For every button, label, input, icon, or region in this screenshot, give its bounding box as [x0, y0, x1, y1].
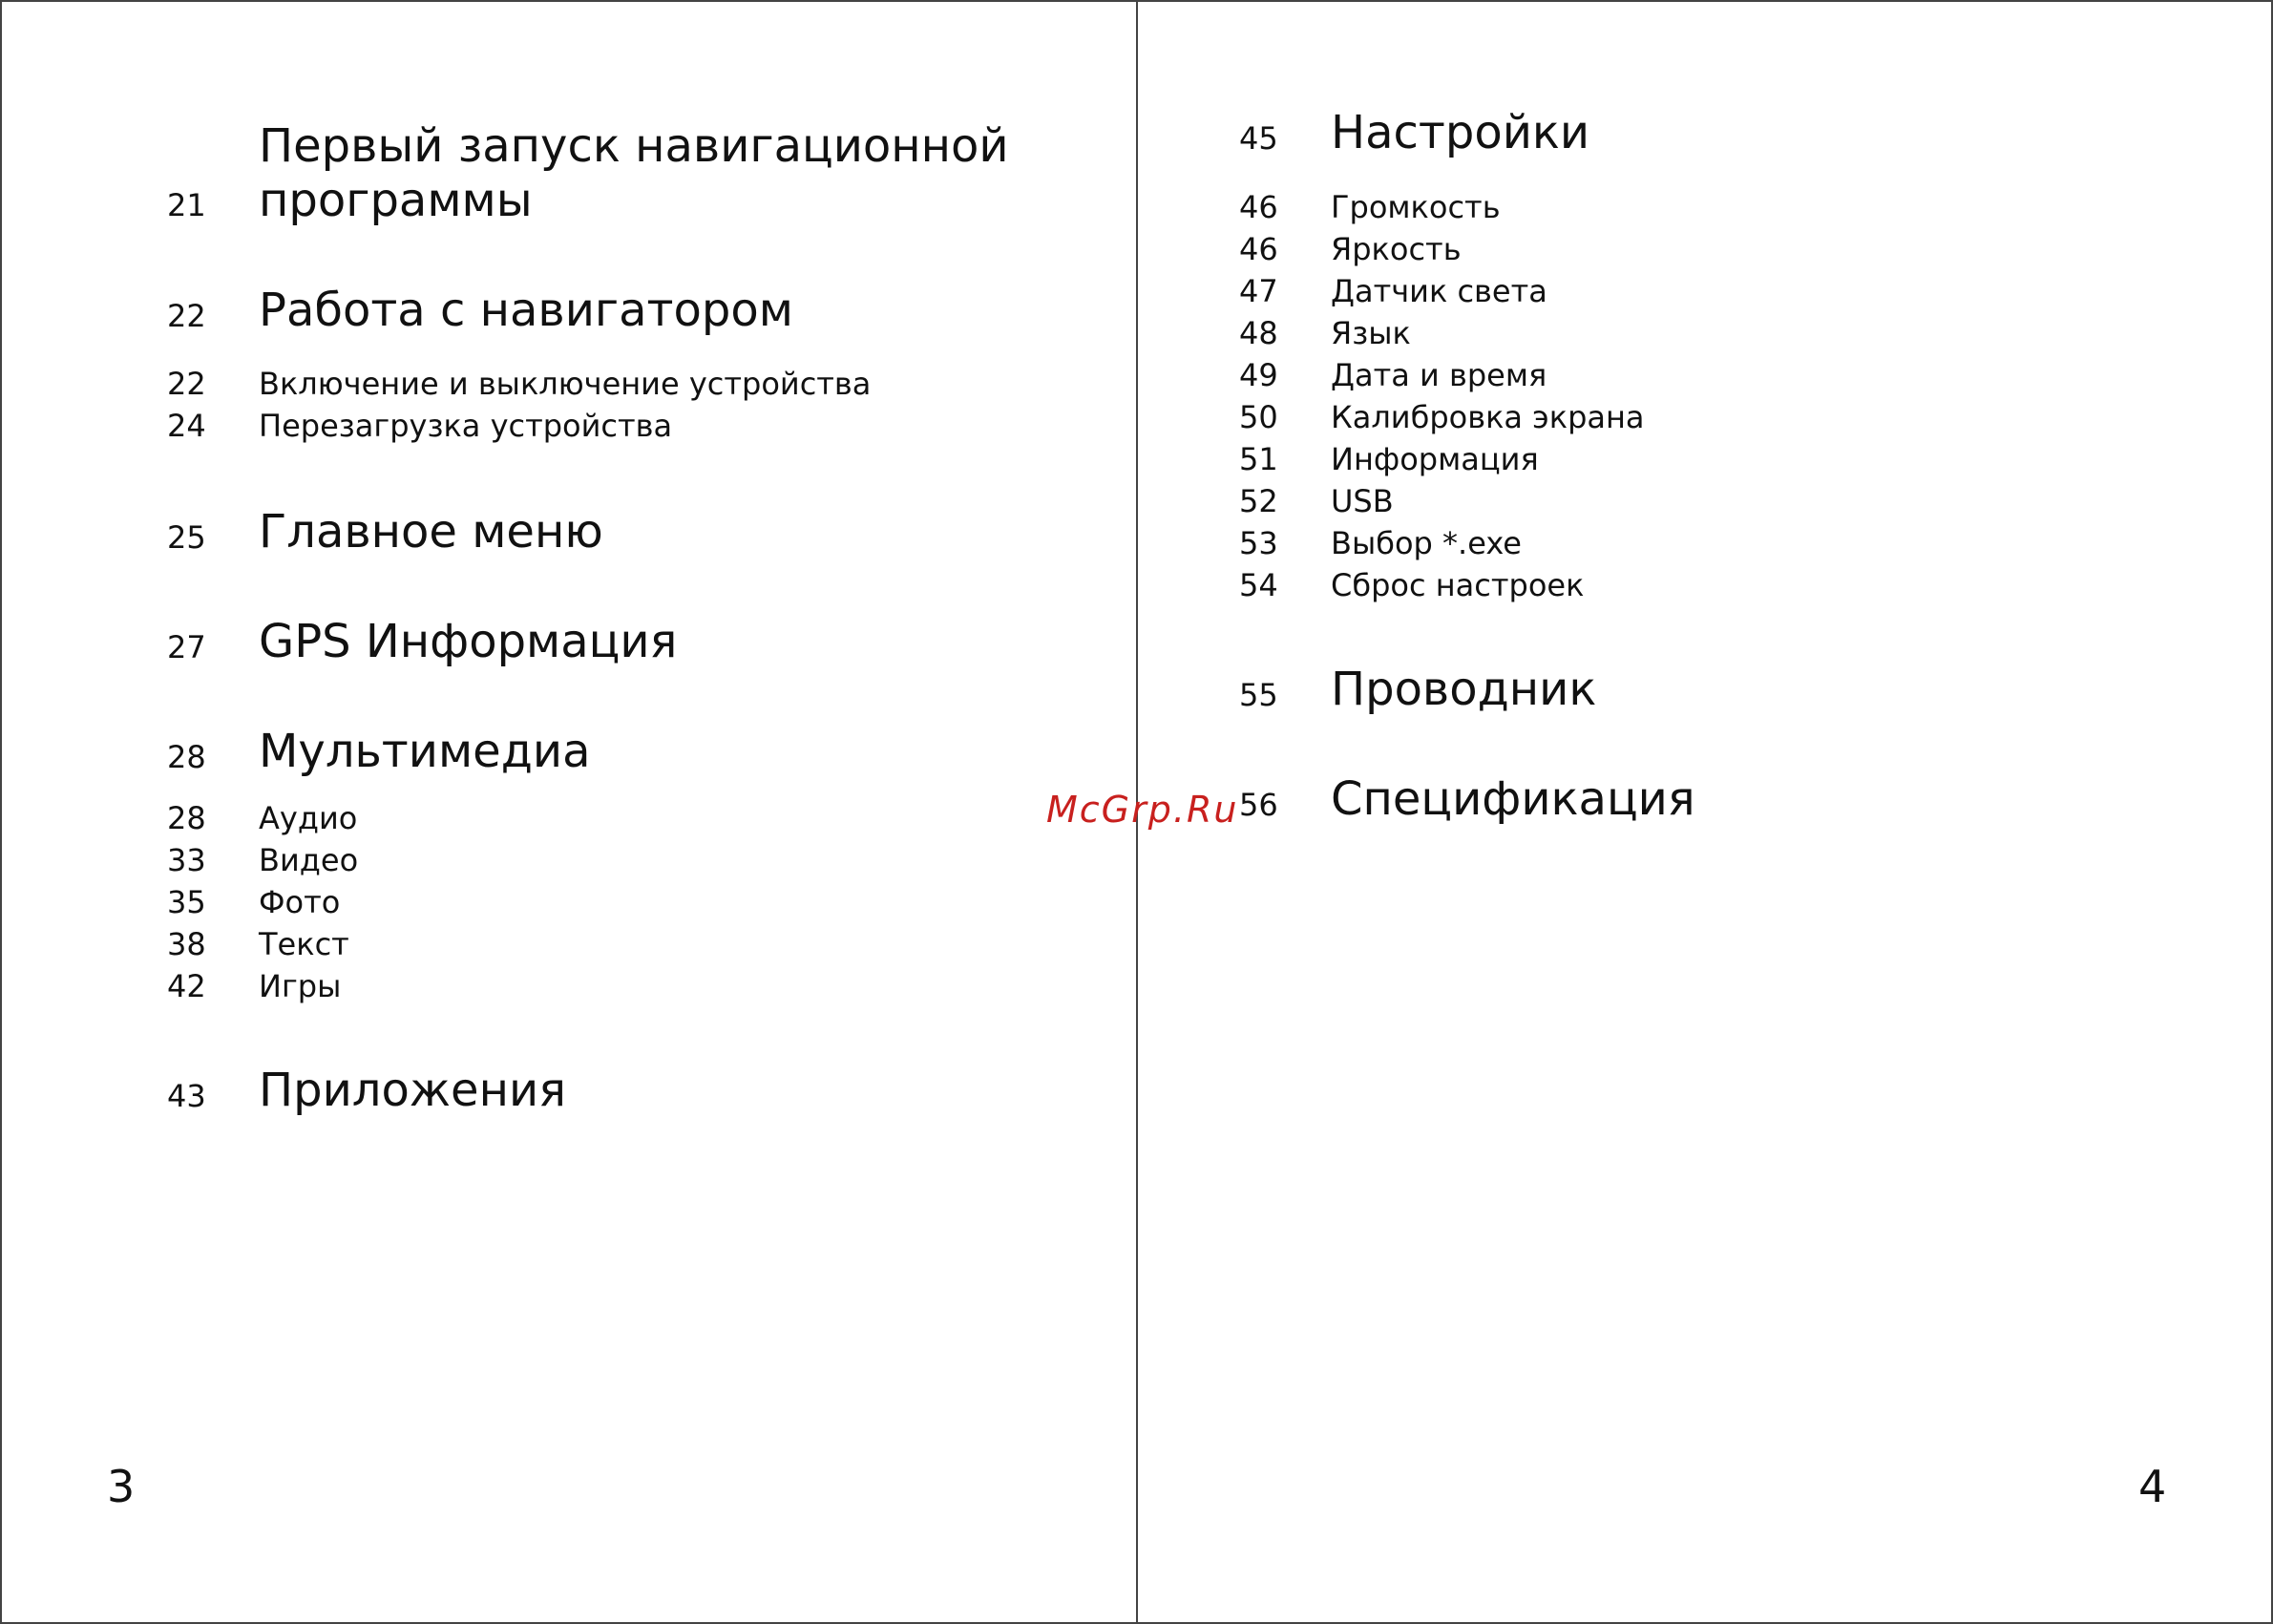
- toc-title: Видео: [259, 842, 359, 878]
- toc-page-number: 49: [1239, 357, 1278, 393]
- toc-page-number: 50: [1239, 399, 1278, 435]
- toc-page-number: 46: [1239, 189, 1278, 225]
- toc-title: Главное меню: [259, 505, 603, 559]
- toc-title: Мультимедиа: [259, 725, 591, 778]
- toc-title: USB: [1331, 483, 1394, 519]
- toc-title: GPS Информация: [259, 615, 678, 668]
- toc-page-number: 33: [167, 842, 206, 878]
- toc-page-number: 21: [167, 187, 206, 223]
- page-number: 4: [2138, 1461, 2167, 1512]
- toc-page-number: 22: [167, 298, 206, 334]
- toc-title: Перезагрузка устройства: [259, 408, 673, 444]
- toc-page-number: 54: [1239, 567, 1278, 603]
- toc-page-number: 45: [1239, 120, 1278, 157]
- toc-page-number: 42: [167, 968, 206, 1004]
- toc-title: Сброс настроек: [1331, 567, 1585, 603]
- toc-page-number: 35: [167, 884, 206, 920]
- toc-page-number: 38: [167, 926, 206, 962]
- toc-page-number: 25: [167, 519, 206, 556]
- toc-page-number: 47: [1239, 273, 1278, 309]
- toc-page-number: 56: [1239, 787, 1278, 823]
- toc-page-number: 22: [167, 366, 206, 402]
- toc-title: Дата и время: [1331, 357, 1547, 393]
- toc-page-number: 55: [1239, 677, 1278, 713]
- toc-title: Включение и выключение устройства: [259, 366, 872, 402]
- toc-title: Громкость: [1331, 189, 1501, 225]
- toc-page-number: 28: [167, 739, 206, 775]
- toc-page-number: 27: [167, 629, 206, 665]
- page-number: 3: [107, 1461, 136, 1512]
- toc-page-number: 24: [167, 408, 206, 444]
- toc-title: Выбор *.exe: [1331, 525, 1522, 561]
- toc-title: Приложения: [259, 1064, 567, 1117]
- toc-title: Аудио: [259, 800, 358, 836]
- toc-title: Фото: [259, 884, 341, 920]
- toc-title: Работа с навигатором: [259, 284, 793, 337]
- toc-title-line: программы: [259, 174, 533, 227]
- toc-title-line: Первый запуск навигационной: [259, 119, 1009, 173]
- toc-page-number: 43: [167, 1078, 206, 1114]
- toc-title: Датчик света: [1331, 273, 1547, 309]
- toc-title: Калибровка экрана: [1331, 399, 1645, 435]
- toc-title: Информация: [1331, 441, 1539, 477]
- toc-title: Спецификация: [1331, 772, 1695, 826]
- toc-page-number: 48: [1239, 315, 1278, 351]
- toc-title: Текст: [259, 926, 349, 962]
- watermark-text: McGrp.Ru: [1046, 789, 1239, 831]
- toc-page-number: 52: [1239, 483, 1278, 519]
- toc-page-number: 53: [1239, 525, 1278, 561]
- toc-page-number: 51: [1239, 441, 1278, 477]
- toc-title: Настройки: [1331, 106, 1590, 159]
- toc-page-number: 46: [1239, 231, 1278, 267]
- toc-title: Язык: [1331, 315, 1411, 351]
- toc-title: Проводник: [1331, 663, 1597, 716]
- toc-page-number: 28: [167, 800, 206, 836]
- toc-title: Игры: [259, 968, 342, 1004]
- toc-title: Яркость: [1331, 231, 1462, 267]
